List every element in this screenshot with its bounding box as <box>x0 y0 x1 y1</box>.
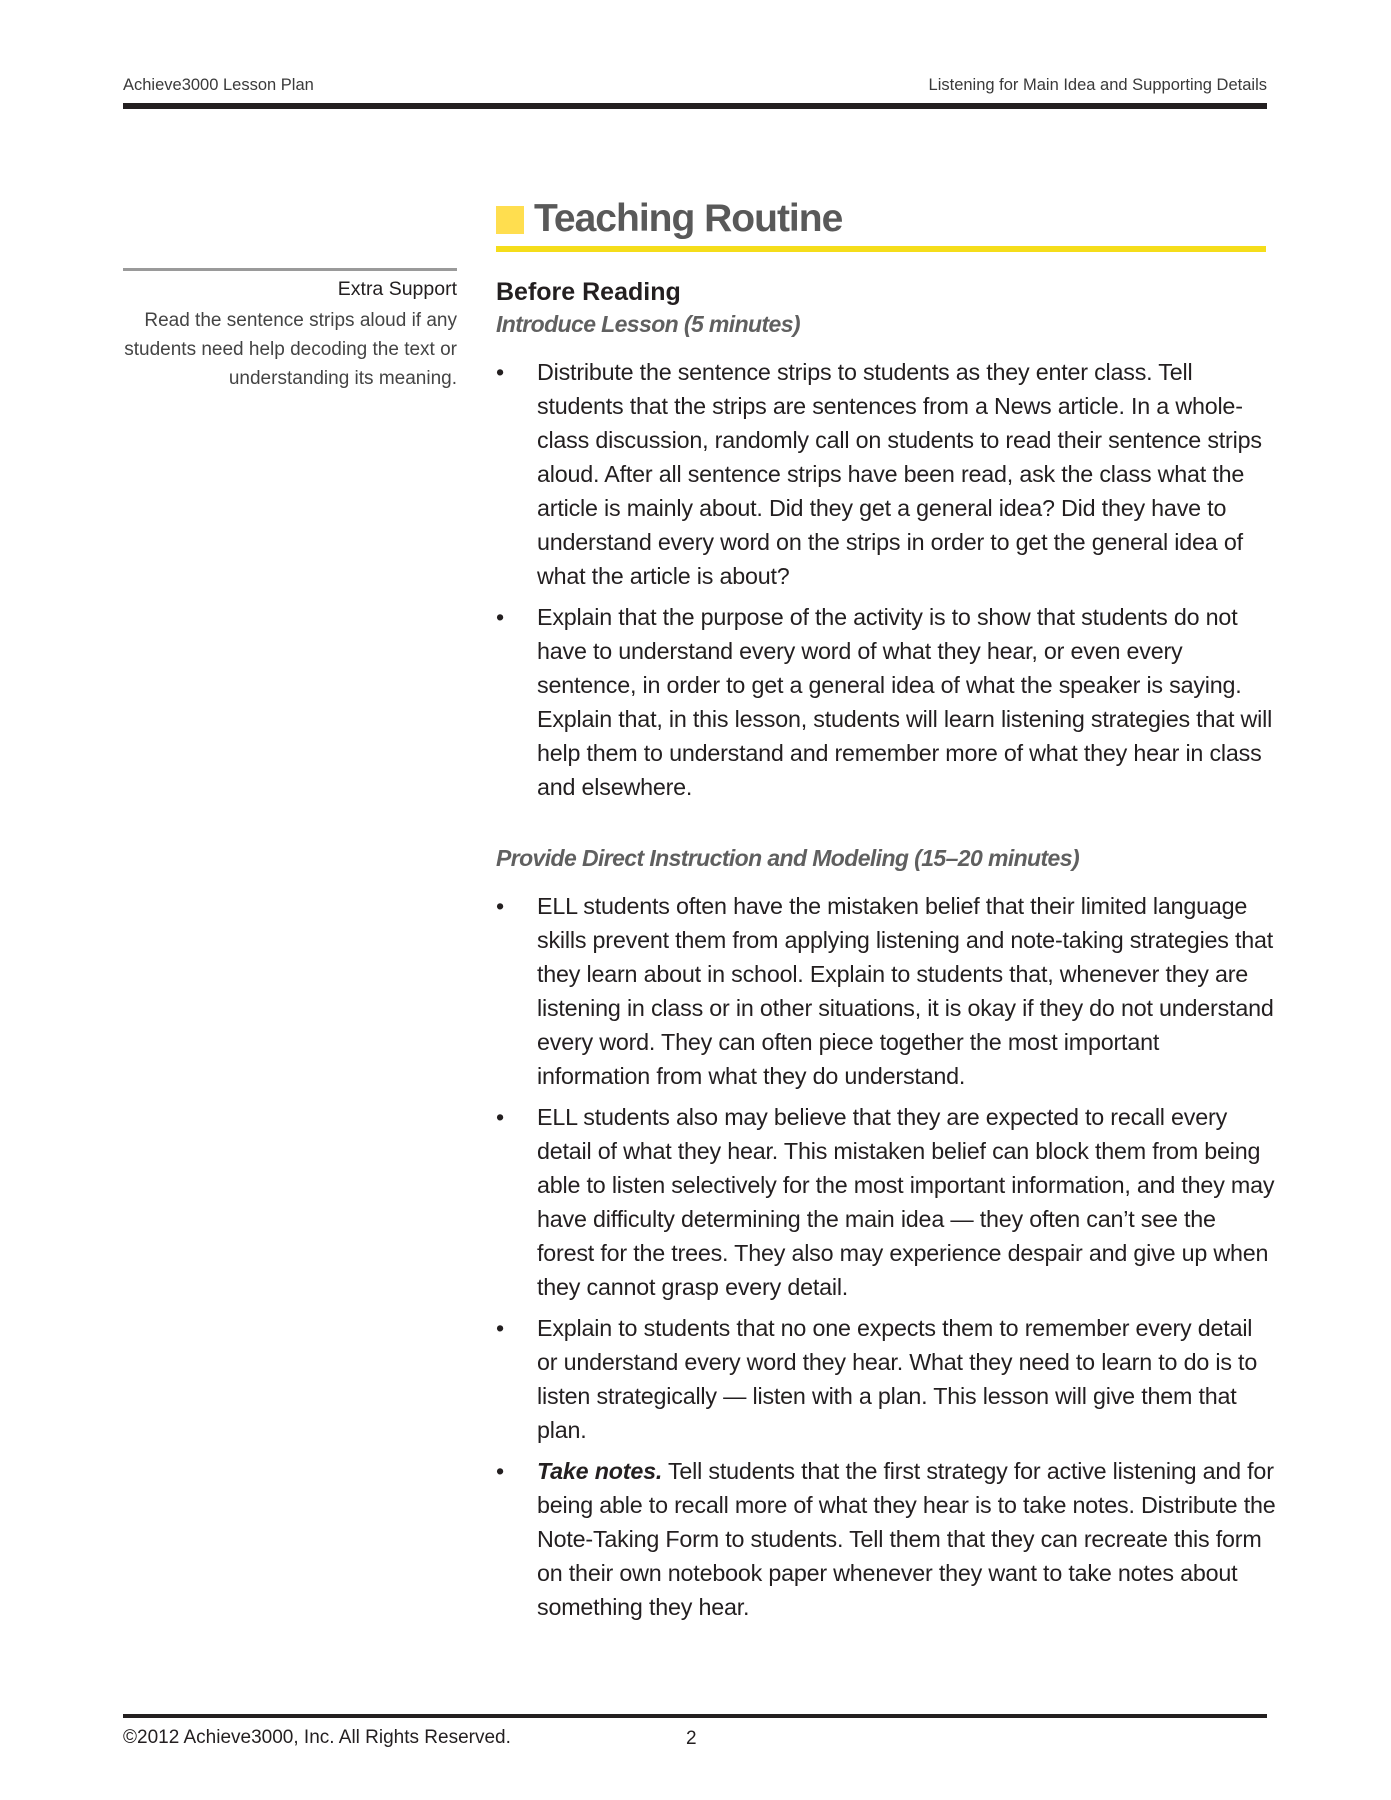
list-item-text: Tell students that the first strategy for active listening and for being able to recall more of what they hear is to take notes. Distribute the Note-Taking Form to students. Tell them that they can recreate this form on their own notebook paper whenever they want to take notes about something they hear. <box>537 1458 1276 1620</box>
bullet-icon: • <box>496 1315 504 1341</box>
list-item <box>496 600 1276 804</box>
take-notes-lead: Take notes. <box>537 1458 663 1484</box>
bullet-icon: • <box>496 604 504 630</box>
section-title: Teaching Routine <box>534 197 843 240</box>
title-square-icon <box>496 206 524 234</box>
page-number: 2 <box>686 1728 697 1749</box>
bullet-icon: • <box>496 1104 504 1130</box>
header-right-text: Listening for Main Idea and Supporting Details <box>928 76 1267 94</box>
introduce-lesson-heading: Introduce Lesson (5 minutes) <box>496 311 800 337</box>
header-rule <box>123 103 1267 109</box>
main-content <box>496 276 1276 1624</box>
sidebar-text: Read the sentence strips aloud if any students need help decoding the text or understanding its meaning. <box>124 310 457 389</box>
title-rule <box>496 246 1266 252</box>
sidebar-heading: Extra Support <box>337 278 457 300</box>
bullet-icon: • <box>496 1458 504 1484</box>
list-item <box>496 355 1276 593</box>
direct-instruction-list <box>496 889 1276 1624</box>
list-item <box>496 1454 1276 1624</box>
bullet-icon: • <box>496 359 504 385</box>
footer-rule <box>123 1714 1267 1718</box>
list-item-text: ELL students often have the mistaken belief that their limited language skills prevent them from applying listening and note-taking strategies that they learn about in school. Explain to students that, whenever they are listening in class or in other situations, it is okay if they do not understand every word. They can often piece together the most important information from what they do understand. <box>537 893 1274 1089</box>
list-item <box>496 1100 1276 1304</box>
before-reading-heading: Before Reading <box>496 278 681 306</box>
list-item-text: ELL students also may believe that they are expected to recall every detail of what they hear. This mistaken belief can block them from being able to listen selectively for the most important information, and they may have difficulty determining the main idea — they often can’t see the forest for the trees. They also may experience despair and give up when they cannot grasp every detail. <box>537 1104 1275 1300</box>
list-item <box>496 889 1276 1093</box>
header-left-text: Achieve3000 Lesson Plan <box>123 76 314 94</box>
list-item <box>496 1311 1276 1447</box>
list-item-text: Explain that the purpose of the activity is to show that students do not have to understand every word of what they hear, or even every sentence, in order to get a general idea of what the speaker is saying. Explain that, in this lesson, students will learn listening strategies that will help them to understand and remember more of what they hear in class and elsewhere. <box>537 604 1273 800</box>
bullet-icon: • <box>496 893 504 919</box>
sidebar-rule <box>123 268 457 271</box>
list-item-text: Distribute the sentence strips to students as they enter class. Tell students that the strips are sentences from a News article. In a whole-class discussion, randomly call on students to read their sentence strips aloud. After all sentence strips have been read, ask the class what the article is mainly about. Did they get a general idea? Did they have to understand every word on the strips in order to get the general idea of what the article is about? <box>537 359 1262 589</box>
direct-instruction-heading: Provide Direct Instruction and Modeling (15–20 minutes) <box>496 845 1080 871</box>
list-item-text: Explain to students that no one expects them to remember every detail or understand every word they hear. What they need to learn to do is to listen strategically — listen with a plan. This lesson will give them that plan. <box>537 1315 1258 1443</box>
footer-copyright: ©2012 Achieve3000, Inc. All Rights Reserved. <box>123 1727 511 1748</box>
introduce-lesson-list <box>496 355 1276 804</box>
